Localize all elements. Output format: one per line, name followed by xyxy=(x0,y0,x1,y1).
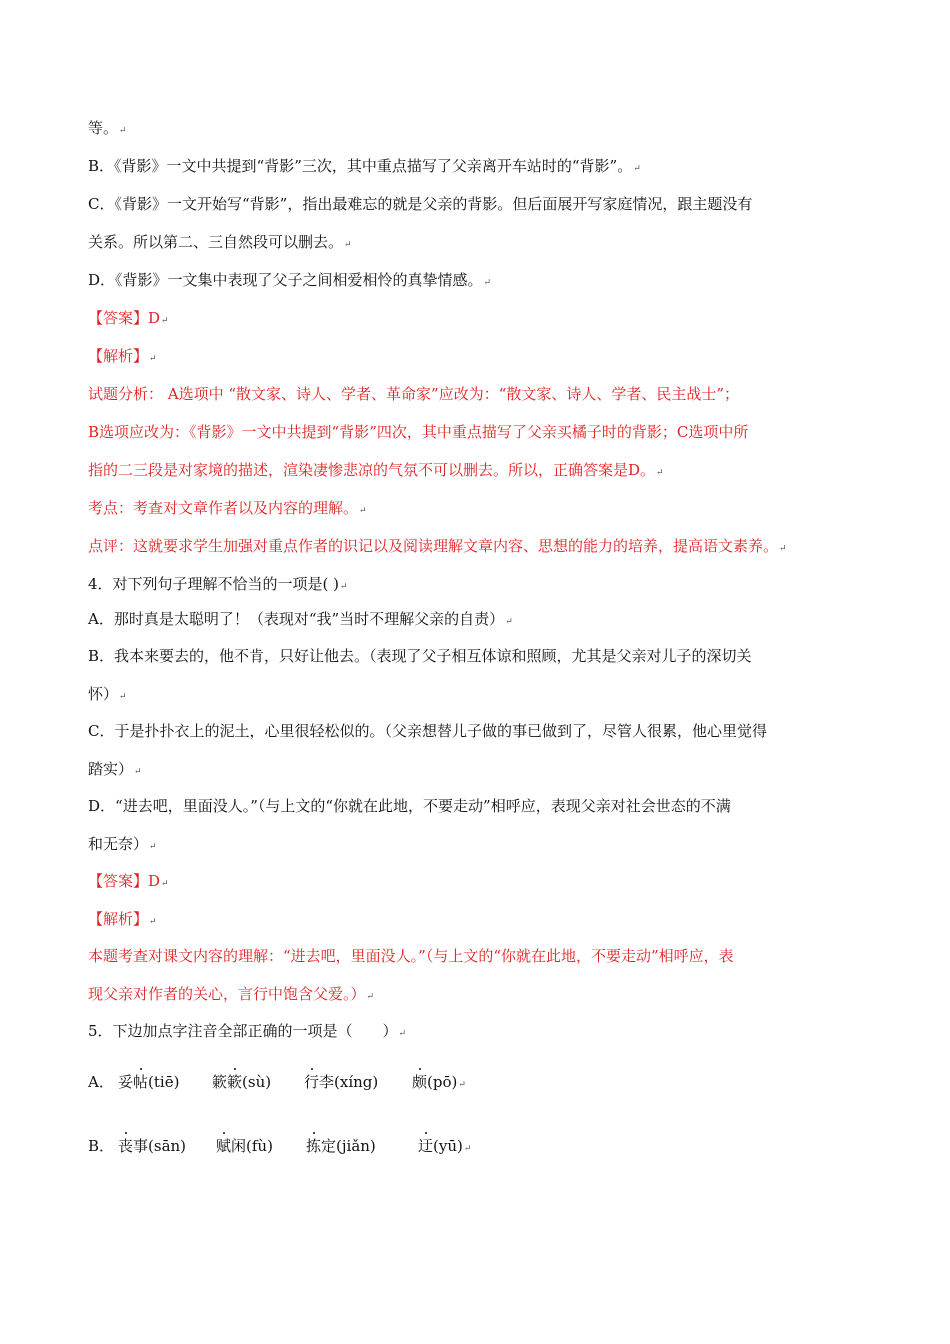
q4-option-b-2: 怀）↵ xyxy=(88,685,127,703)
analysis-text-5: 现父亲对作者的关心，言行中饱含父爱。）↵ xyxy=(88,985,375,1003)
q5-b-word-2: 赋闲(fù) xyxy=(216,1137,273,1155)
q5-a-word-2: 簌簌(sù) xyxy=(212,1073,272,1091)
analysis-label: 【解析】↵ xyxy=(88,347,157,365)
question-5: 5．下边加点字注音全部正确的一项是（ ）↵ xyxy=(88,1022,407,1040)
analysis-text-4: 本题考查对课文内容的理解：“进去吧，里面没人。”（与上文的“你就在此地，不要走动”相呼应，表 xyxy=(88,947,734,965)
q4-option-b: B．我本来要去的，他不肯，只好让他去。（表现了父子相互体谅和照顾，尤其是父亲对儿子的深切关 xyxy=(88,647,752,665)
text-line: 等。↵ xyxy=(88,119,127,137)
kaodian-text: 考点：考查对文章作者以及内容的理解。↵ xyxy=(88,499,367,517)
dianping-text: 点评：这就要求学生加强对重点作者的识记以及阅读理解文章内容、思想的能力的培养，提高语文素养。↵ xyxy=(88,537,787,555)
q4-option-c-2: 踏实）↵ xyxy=(88,760,142,778)
option-c-line: C．《背影》一文开始写“背影”，指出最难忘的就是父亲的背影。但后面展开写家庭情况，跟主题没有 xyxy=(88,195,753,213)
option-d-line: D．《背影》一文集中表现了父子之间相爱相怜的真挚情感。↵ xyxy=(88,271,492,289)
analysis-text-3: 指的二三段是对家境的描述，渲染凄惨悲凉的气氛不可以删去。所以，正确答案是D。↵ xyxy=(88,461,664,479)
analysis-text-2: B选项应改为：《背影》一文中共提到“背影”四次，其中重点描写了父亲买橘子时的背影；C选项中所 xyxy=(88,423,749,441)
q5-a-word-3: 行李(xíng) xyxy=(304,1073,379,1091)
q5-b-word-1: 丧事(sān) xyxy=(118,1137,187,1155)
q4-option-d-2: 和无奈）↵ xyxy=(88,835,157,853)
q5-b-word-3: 拣定(jiǎn) xyxy=(306,1137,376,1155)
q5-option-a-label: A． xyxy=(88,1073,114,1091)
option-b-line: B．《背影》一文中共提到“背影”三次，其中重点描写了父亲离开车站时的“背影”。↵ xyxy=(88,157,641,175)
q5-option-b-label: B． xyxy=(88,1137,115,1155)
analysis-label-2: 【解析】↵ xyxy=(88,910,157,928)
answer-label: 【答案】D↵ xyxy=(88,309,169,327)
q4-option-d: D．“进去吧，里面没人。”（与上文的“你就在此地，不要走动”相呼应，表现父亲对社会世态的不满 xyxy=(88,797,731,815)
q4-option-c: C．于是扑扑衣上的泥土，心里很轻松似的。（父亲想替儿子做的事已做到了，尽管人很累，他心里觉得 xyxy=(88,722,767,740)
q5-b-word-4: 迂(yū)↵ xyxy=(418,1137,472,1155)
question-4: 4．对下列句子理解不恰当的一项是( )↵ xyxy=(88,575,348,593)
option-c-line-2: 关系。所以第二、三自然段可以删去。↵ xyxy=(88,233,352,251)
answer-label-2: 【答案】D↵ xyxy=(88,872,169,890)
q5-a-word-1: 妥帖(tiē) xyxy=(118,1073,180,1091)
q5-a-word-4: 颇(pō)↵ xyxy=(412,1073,466,1091)
q4-option-a: A．那时真是太聪明了！（表现对“我”当时不理解父亲的自责）↵ xyxy=(88,610,513,628)
analysis-text: 试题分析： A选项中 “散文家、诗人、学者、革命家”应改为：“散文家、诗人、学者、民主战士”； xyxy=(88,385,740,403)
